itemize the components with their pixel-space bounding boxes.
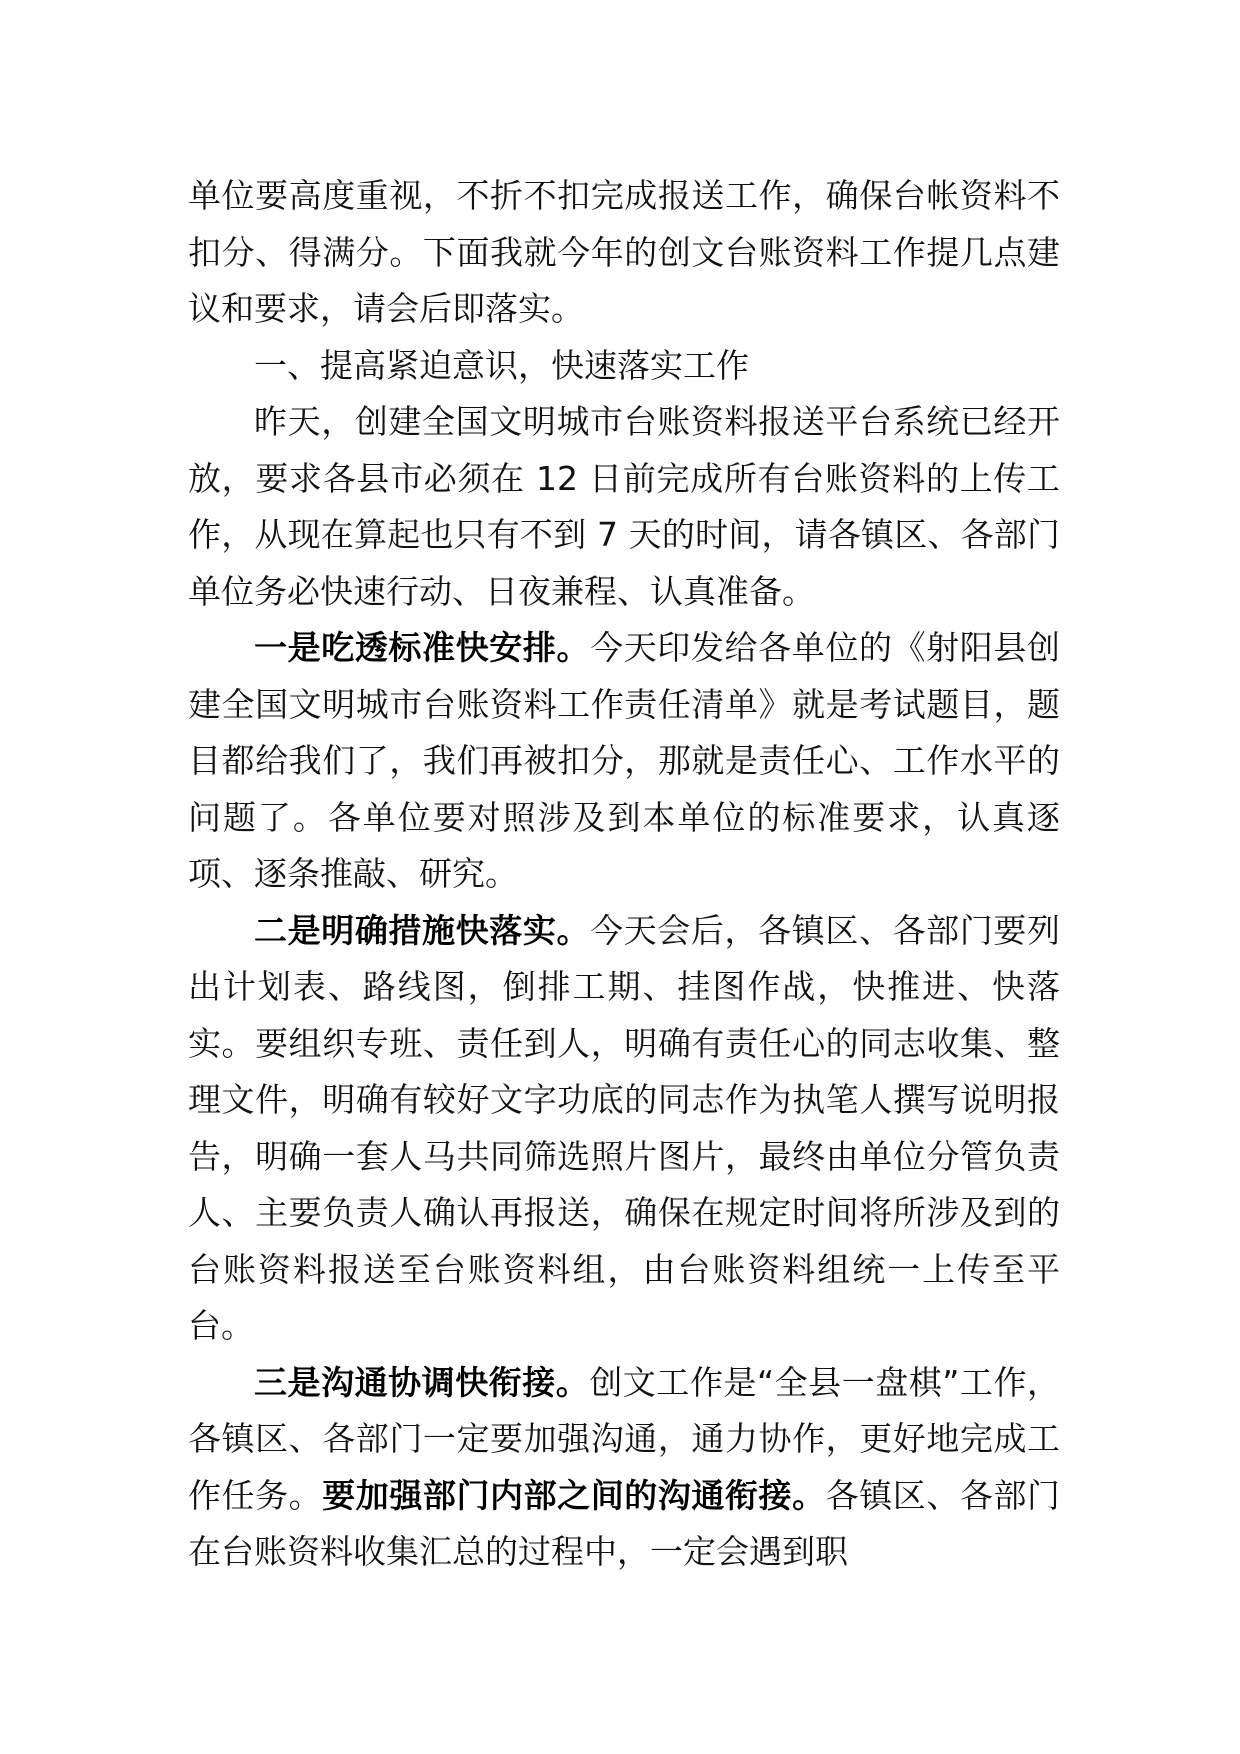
paragraph-intro: 单位要高度重视，不折不扣完成报送工作，确保台帐资料不扣分、得满分。下面我就今年的创文台账资料工作提几点建议和要求，请会后即落实。 bbox=[188, 176, 1060, 328]
item-3-lead: 三是沟通协调快衔接。 bbox=[254, 1362, 590, 1402]
item-2-text: 今天会后，各镇区、各部门要列出计划表、路线图，倒排工期、挂图作战，快推进、快落实。要组织专班、责任到人，明确有责任心的同志收集、整理文件，明确有较好文字功底的同志作为执笔人撰写说明报告，明确一套人马共同筛选照片图片，最终由单位分管负责人、主要负责人确认再报送，确保在规定时间将所涉及到的台账资料报送至台账资料组，由台账资料组统一上传至平台。 bbox=[188, 910, 1061, 1345]
paragraph-item-1 bbox=[188, 620, 1060, 903]
section-heading-1: 一、提高紧迫意识，快速落实工作 bbox=[254, 345, 749, 385]
item-3-text: 创文工作是“全县一盘棋”工作，各镇区、各部门一定要加强沟通，通力协作，更好地完成工作任务。 bbox=[188, 1362, 1061, 1515]
item-3-text-continued: 各镇区、各部门在台账资料收集汇总的过程中，一定会遇到职 bbox=[188, 1475, 1061, 1571]
paragraph-item-2 bbox=[188, 903, 1060, 1355]
item-1-lead: 一是吃透标准快安排。 bbox=[254, 628, 591, 667]
item-1-text: 今天印发给各单位的《射阳县创建全国文明城市台账资料工作责任清单》就是考试题目，题目都给我们了，我们再被扣分，那就是责任心、工作水平的问题了。各单位要对照涉及到本单位的标准要求，认真逐项、逐条推敲、研究。 bbox=[188, 628, 1061, 893]
item-3-bold-inline: 要加强部门内部之间的沟通衔接。 bbox=[322, 1475, 826, 1515]
paragraph-item-3 bbox=[188, 1355, 1060, 1581]
document-body bbox=[188, 168, 1060, 1581]
item-2-lead: 二是明确措施快落实。 bbox=[254, 910, 591, 950]
paragraph-background: 昨天，创建全国文明城市台账资料报送平台系统已经开放，要求各县市必须在 12 日前完成所有台账资料的上传工作，从现在算起也只有不到 7 天的时间，请各镇区、各部门单位务必快速行动、日夜兼程、认真准备。 bbox=[188, 402, 1060, 611]
